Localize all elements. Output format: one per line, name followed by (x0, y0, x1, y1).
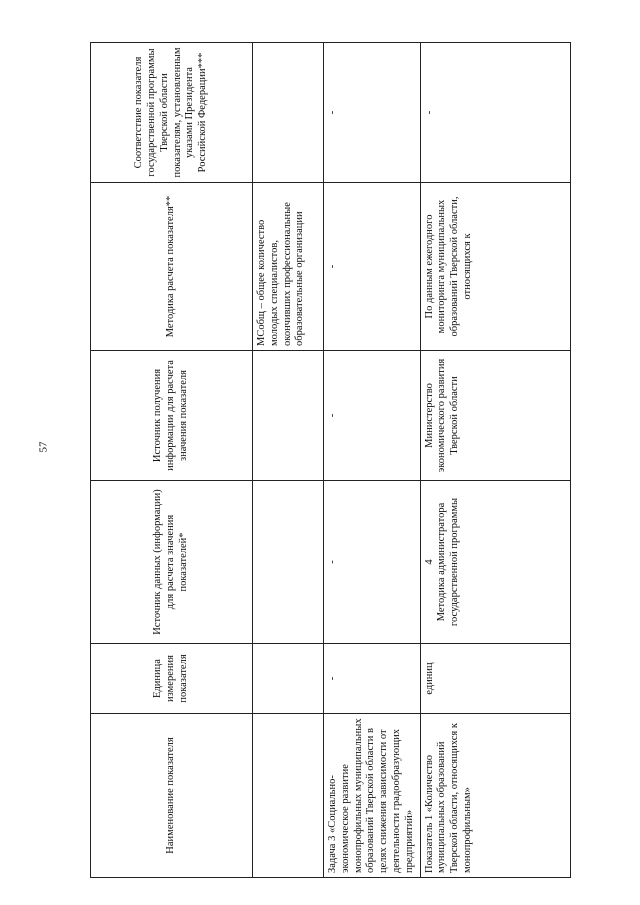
header-info-source: Источник получения информации для расчета значения показателя (91, 351, 253, 481)
table-cell (253, 43, 324, 183)
table-cell: По данным ежегодного мониторинга муниципальных образований Тверской области, относящихся к (420, 183, 570, 351)
table-cell: - (324, 183, 421, 351)
table-cell: МСобщ – общее количество молодых специалистов, окончивших профессиональные образовательные организации (253, 183, 324, 351)
table-cell: Задача 3 «Социально-экономическое развитие монопрофильных муниципальных образований Тверской области в целях снижения зависимости от деятельности градообразующих предприятий» (324, 714, 421, 878)
table-cell: - (324, 43, 421, 183)
rotated-table-container (90, 43, 585, 878)
table-cell (253, 351, 324, 481)
table-cell: - (420, 43, 570, 183)
table-cell: Министерство экономического развития Тверской области (420, 351, 570, 481)
table-cell: - (324, 351, 421, 481)
table-row (420, 43, 570, 878)
table-row (253, 43, 324, 878)
table-cell (420, 481, 570, 644)
header-data-source: Источник данных (информации) для расчета значения показателей* (91, 481, 253, 644)
cell-number: 4 (423, 559, 435, 565)
page-number: 57 (37, 441, 50, 453)
table-cell: - (324, 644, 421, 714)
table-cell: Показатель 1 «Количество муниципальных образований Тверской области, относящихся к монопрофильным» (420, 714, 570, 878)
table-cell (253, 481, 324, 644)
indicator-table (90, 42, 571, 878)
table-cell (253, 714, 324, 878)
header-unit: Единица измерения показателя (91, 644, 253, 714)
table-cell: - (324, 481, 421, 644)
header-calc-method: Методика расчета показателя** (91, 183, 253, 351)
header-indicator-name: Наименование показателя (91, 714, 253, 878)
table-header-row (91, 43, 253, 878)
header-compliance: Соответствие показателя государственной программы Тверской области показателям, установленным указами Президента Российской Федерации*** (91, 43, 253, 183)
cell-text: Методика администратора государственной программы (436, 497, 461, 627)
table-cell: единиц (420, 644, 570, 714)
table-cell (253, 644, 324, 714)
table-row (324, 43, 421, 878)
